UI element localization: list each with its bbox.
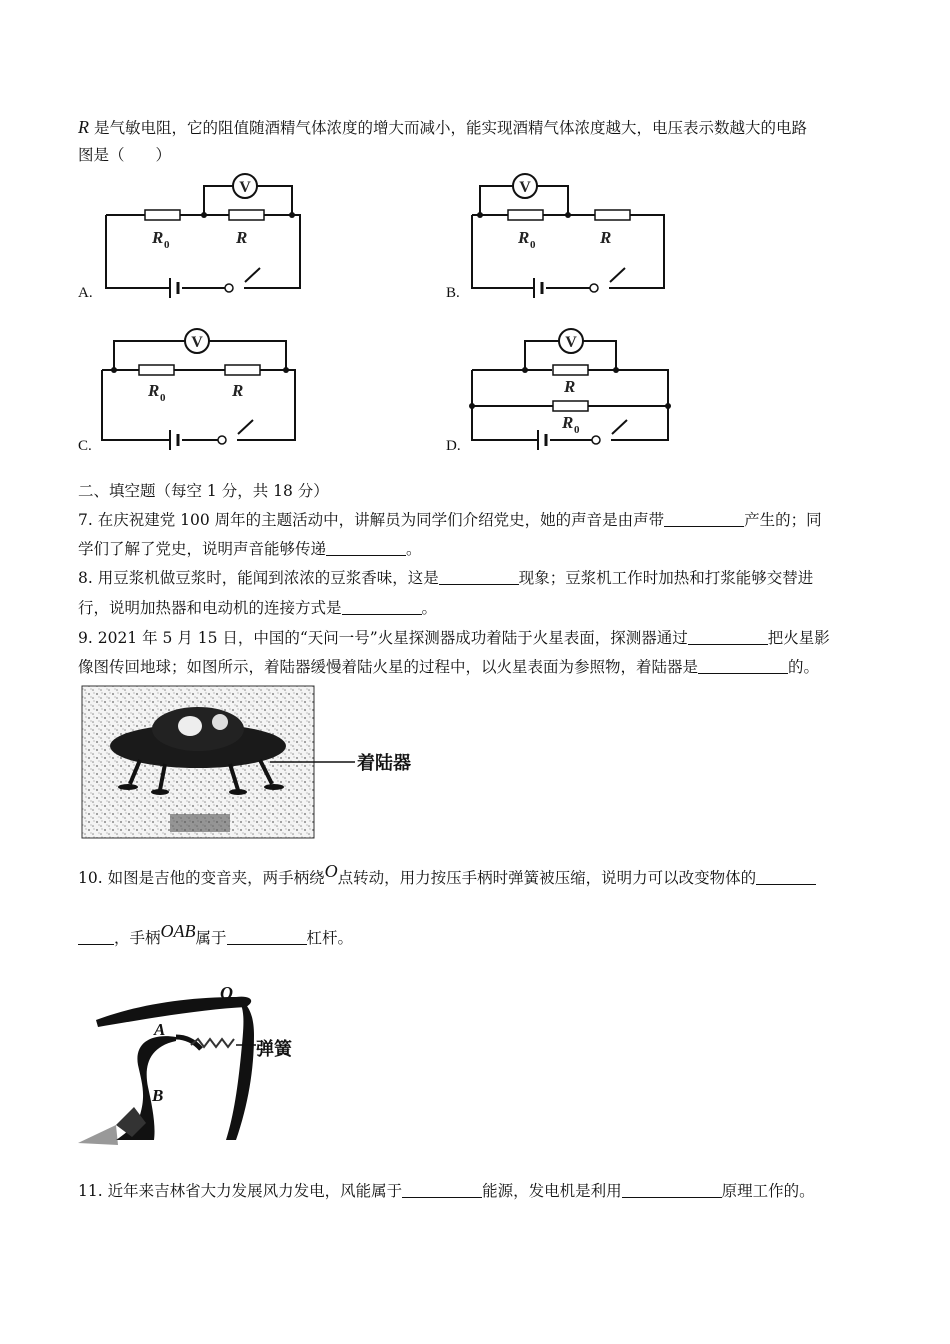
q7-line-2 (78, 538, 422, 560)
q9-line-2 (78, 656, 819, 678)
q10-text-e: 杠杆。 (306, 929, 354, 947)
q9-line-1 (78, 627, 830, 649)
q7-blank-2[interactable] (326, 539, 406, 556)
r0-sub-d: 0 (574, 424, 580, 436)
q10-blank-1[interactable] (756, 868, 816, 885)
q7-text-d: 。 (406, 540, 422, 558)
q11-text-c: 原理工作的。 (721, 1182, 815, 1200)
lander-figure (80, 684, 430, 842)
option-b: B. (446, 285, 460, 301)
q6-line-2 (78, 144, 171, 166)
q6-text-2: 图是（ ） (78, 146, 172, 164)
section-2-title: 二、填空题（每空 1 分，共 18 分） (78, 482, 329, 500)
q8-line-2 (78, 597, 437, 619)
option-a: A. (78, 285, 93, 301)
r0-label-a: R (152, 228, 164, 247)
q9-text-b: 把火星影 (767, 629, 830, 647)
q10-line-1 (78, 861, 816, 889)
q11-text-a: 11. 近年来吉林省大力发展风力发电，风能属于 (78, 1182, 403, 1200)
q11-line-1 (78, 1180, 815, 1202)
capo-b-label: B (152, 1086, 164, 1105)
q11-blank-1[interactable] (402, 1181, 482, 1198)
capo-figure (76, 975, 316, 1150)
r0-label-c: R (148, 381, 160, 400)
q7-blank-1[interactable] (664, 510, 744, 527)
q8-blank-2[interactable] (342, 598, 422, 615)
q10-line-2 (78, 921, 354, 949)
r-label-a: R (236, 228, 248, 247)
q7-text-a: 7. 在庆祝建党 100 周年的主题活动中，讲解员为同学们介绍党史，她的声音是由声带 (78, 511, 665, 529)
r0-sub-c: 0 (160, 392, 166, 404)
r0-label-b: R (518, 228, 530, 247)
q8-text-a: 8. 用豆浆机做豆浆时，能闻到浓浓的豆浆香味，这是 (78, 569, 439, 587)
option-d: D. (446, 438, 461, 454)
q6-line-1 (78, 116, 807, 139)
r-label-b: R (600, 228, 612, 247)
voltmeter-b-label: V (519, 179, 531, 196)
q10-text-b: 点转动，用力按压手柄时弹簧被压缩，说明力可以改变物体的 (337, 869, 757, 887)
q9-blank-2[interactable] (698, 657, 788, 674)
q8-line-1 (78, 567, 813, 589)
voltmeter-a-label: V (239, 179, 251, 196)
q7-line-1 (78, 509, 822, 531)
q8-blank-1[interactable] (439, 568, 519, 585)
r0-label-d: R (562, 413, 574, 432)
q9-text-c: 像图传回地球；如图所示，着陆器缓慢着陆火星的过程中，以火星表面为参照物，着陆器是 (78, 658, 699, 676)
q11-text-b: 能源，发电机是利用 (482, 1182, 622, 1200)
q9-text-a: 9. 2021 年 5 月 15 日，中国的“天问一号”火星探测器成功着陆于火星表面，探测器通过 (78, 629, 688, 647)
lander-label: 着陆器 (357, 753, 411, 774)
r0-sub-b: 0 (530, 239, 536, 251)
capo-o-label: O (220, 983, 233, 1003)
capo-a-label: A (154, 1020, 166, 1039)
voltmeter-c-label: V (191, 334, 203, 351)
q10-blank-2[interactable] (227, 928, 307, 945)
q8-text-d: 。 (421, 599, 438, 617)
q7-text-b: 产生的；同 (744, 511, 822, 529)
q8-text-b: 现象；豆浆机工作时加热和打浆能够交替进 (518, 569, 814, 587)
q11-blank-2[interactable] (622, 1181, 722, 1198)
q6-text-1: 是气敏电阻，它的阻值随酒精气体浓度的增大而减小，能实现酒精气体浓度越大，电压表示数越大的电路 (93, 119, 807, 137)
q9-blank-1[interactable] (688, 628, 768, 645)
q10-text-c: ，手柄 (114, 929, 161, 947)
voltmeter-d-label: V (565, 334, 577, 351)
q8-text-c: 行，说明加热器和电动机的连接方式是 (78, 599, 342, 617)
option-c: C. (78, 438, 92, 454)
q7-text-c: 学们了解了党史，说明声音能够传递 (78, 540, 327, 558)
circuit-b (468, 168, 678, 298)
spring-label: 弹簧 (256, 1039, 292, 1060)
symbol-o: O (324, 861, 338, 881)
r-label-c: R (232, 381, 244, 400)
r-label-d: R (564, 377, 576, 396)
q10-text-a: 10. 如图是吉他的变音夹，两手柄绕 (78, 869, 325, 887)
symbol-r: R (78, 117, 89, 137)
circuit-c (98, 325, 308, 450)
r0-sub-a: 0 (164, 239, 170, 251)
symbol-oab: OAB (160, 921, 196, 941)
circuit-a (100, 168, 310, 298)
circuit-d (468, 325, 678, 450)
q10-text-d: 属于 (195, 929, 227, 947)
q9-text-d: 的。 (788, 658, 820, 676)
q10-blank-1-cont[interactable] (78, 928, 114, 945)
